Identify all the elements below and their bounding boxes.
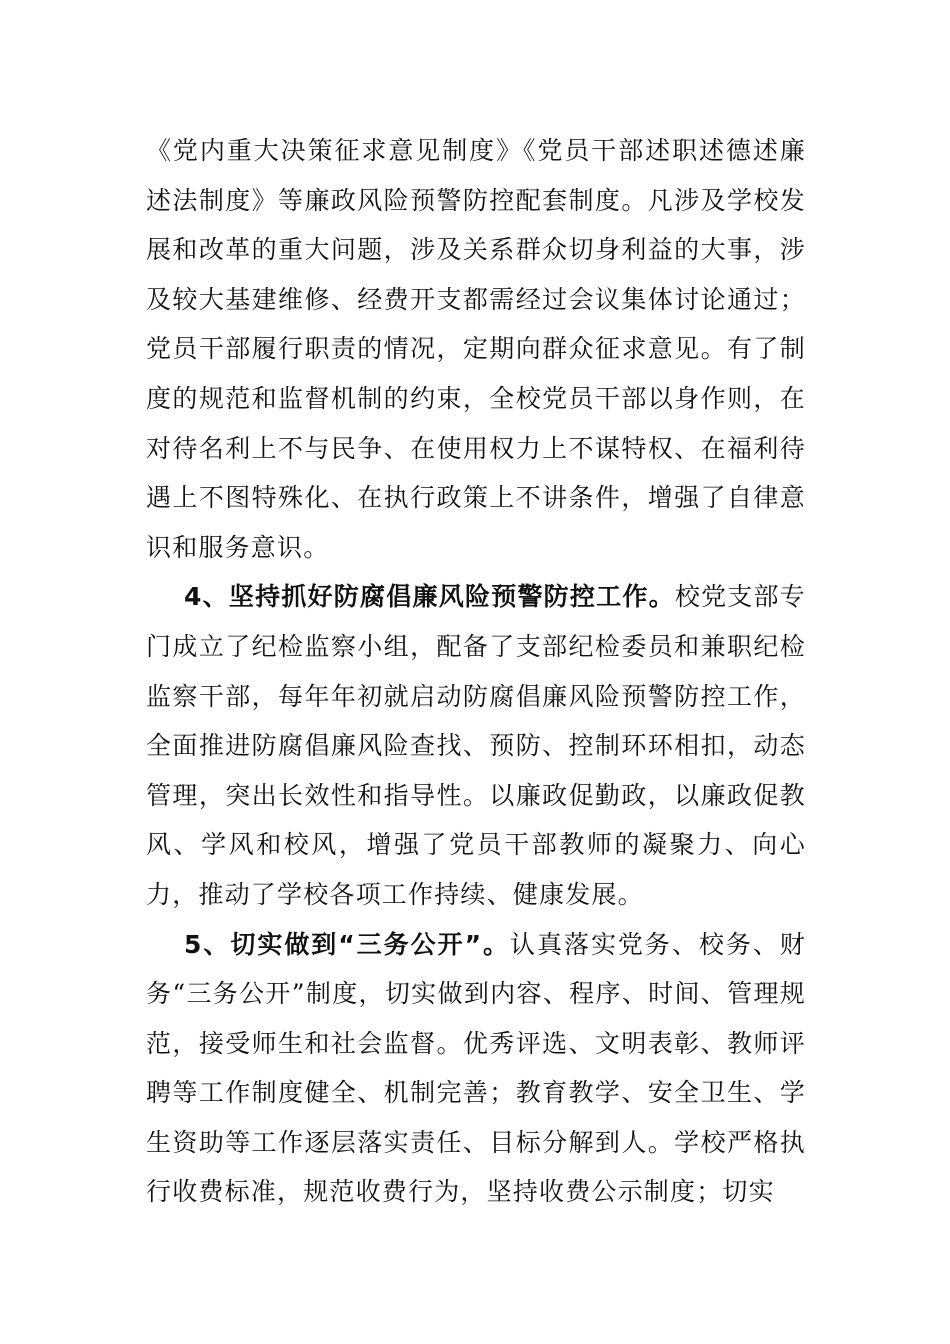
paragraph-text: 校党支部专门成立了纪检监察小组，配备了支部纪检委员和兼职纪检监察干部，每年年初就启动防腐倡廉风险预警防控工作，全面推进防腐倡廉风险查找、预防、控制环环相扣，动态管理，突出长效性和指导性。以廉政促勤政，以廉政促教风、学风和校风，增强了党员干部教师的凝聚力、向心力，推动了学校各项工作持续、健康发展。 — [146, 582, 806, 909]
paragraph-three-disclosures — [146, 920, 806, 1218]
paragraph-text: 《党内重大决策征求意见制度》《党员干部述职述德述廉述法制度》等廉政风险预警防控配套制度。凡涉及学校发展和改革的重大问题，涉及关系群众切身利益的大事，涉及较大基建维修、经费开支都需经过会议集体讨论通过；党员干部履行职责的情况，定期向群众征求意见。有了制度的规范和监督机制的约束，全校党员干部以身作则，在对待名利上不与民争、在使用权力上不谋特权、在福利待遇上不图特殊化、在执行政策上不讲条件，增强了自律意识和服务意识。 — [146, 136, 806, 562]
paragraph-anti-corruption — [146, 572, 806, 919]
document-page — [146, 126, 806, 1217]
paragraph-heading: 5、切实做到“三务公开”。 — [184, 929, 510, 959]
paragraph-heading: 4、坚持抓好防腐倡廉风险预警防控工作。 — [184, 582, 675, 612]
paragraph-text: 认真落实党务、校务、财务“三务公开”制度，切实做到内容、程序、时间、管理规范，接受师生和社会监督。优秀评选、文明表彰、教师评聘等工作制度健全、机制完善；教育教学、安全卫生、学生资助等工作逐层落实责任、目标分解到人。学校严格执行收费标准，规范收费行为，坚持收费公示制度；切实 — [146, 929, 807, 1207]
paragraph-regulations — [146, 126, 806, 572]
